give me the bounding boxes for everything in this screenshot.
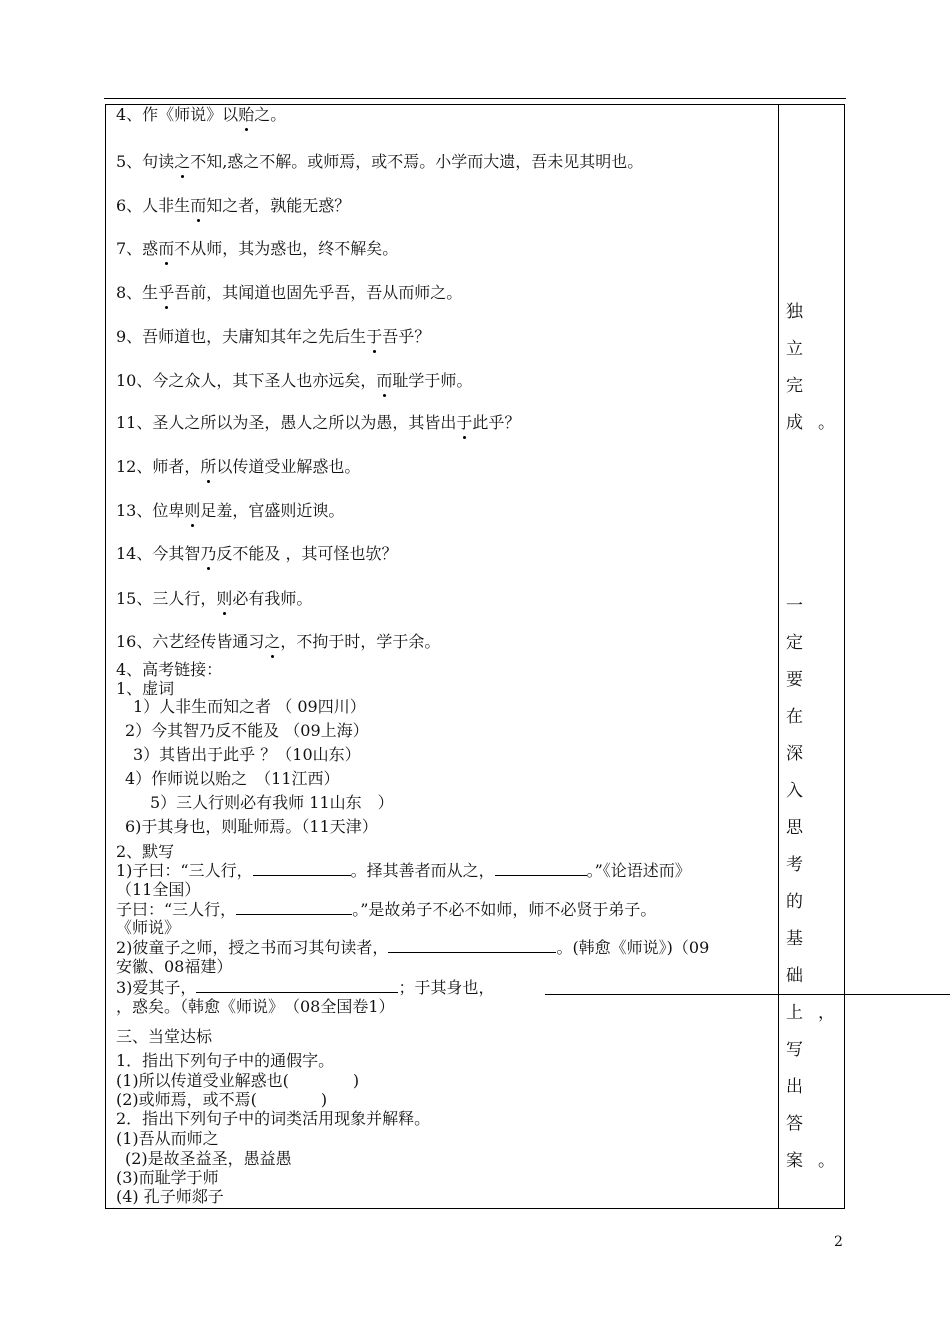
sentence-text: 6、人非生 <box>116 196 191 215</box>
practice-item: (1)所以传道受业解惑也( ) <box>116 1071 360 1090</box>
sentence-line <box>116 632 440 652</box>
dictation-line-5: ，惑矣。（韩愈《师说》 （08全国卷1） <box>116 997 395 1016</box>
dictation-source: 《师说》 <box>116 918 181 937</box>
column-divider <box>778 104 779 1209</box>
answer-blank[interactable] <box>388 938 556 953</box>
gaokao-item: 2）今其智乃反不能及 （09上海） <box>125 721 369 740</box>
sentence-text: 必有我师。 <box>232 589 313 608</box>
dictation-line-4: 3)爱其子， ；于其身也， <box>116 978 495 997</box>
sentence-text: 13、位卑 <box>116 501 185 520</box>
emphasis-dot-char: 乎 <box>158 283 175 302</box>
practice-question: 1．指出下列句子中的通假字。 <box>116 1051 335 1070</box>
gaokao-item: 3）其皆出于此乎 ？（10山东） <box>133 745 361 764</box>
dictation-source: （11全国） <box>116 880 201 899</box>
dictation-line-3: 2)彼童子之师，授之书而习其句读者， 。(韩愈《师说》)（09 <box>116 938 710 957</box>
side-note-think: 一定要在深入思考的基础上，写出答案。 <box>786 596 850 1171</box>
practice-item: (2)或师焉，或不焉( ) <box>116 1090 328 1109</box>
sentence-text: 此乎？ <box>472 413 521 432</box>
sentence-text: 7、惑 <box>116 239 159 258</box>
sentence-text: 4、作《师说》以 <box>116 105 239 124</box>
sentence-text: ，不拘于时，学于余。 <box>280 632 441 651</box>
sentence-line <box>116 239 398 259</box>
sentence-line <box>116 105 286 125</box>
sentence-text: 不知,惑之不解。或师焉，或不焉。小学而大遗，吾未见其明也。 <box>190 152 644 171</box>
emphasis-dot-char: 之 <box>264 632 281 651</box>
dictation-source: 安徽、08福建） <box>116 957 233 976</box>
emphasis-dot-char: 所 <box>200 457 217 476</box>
dictation-line-2: 子曰：“三人行， 。”是故弟子不必不如师，师不必贤于弟子。 <box>116 900 657 919</box>
emphasis-dot-char: 而 <box>158 239 175 258</box>
gaokao-heading: 4、高考链接： <box>116 660 223 679</box>
emphasis-dot-char: 而 <box>376 371 393 390</box>
emphasis-dot-char: 而 <box>190 196 207 215</box>
answer-blank[interactable] <box>196 978 398 993</box>
gaokao-item: 1）人非生而知之者 （ 09四川） <box>133 697 366 716</box>
practice-item: (2)是故圣益圣，愚益愚 <box>125 1149 292 1168</box>
gaokao-sub-moxie: 2、默写 <box>116 842 175 861</box>
sentence-line <box>116 152 643 172</box>
sentence-text: 耻学于师。 <box>392 371 473 390</box>
sentence-text: 知之者，孰能无惑？ <box>206 196 351 215</box>
sentence-text: 11、圣人之所以为圣，愚人之所以为愚，其皆出 <box>116 413 457 432</box>
emphasis-dot-char: 则 <box>216 589 233 608</box>
header-rule <box>104 98 846 99</box>
emphasis-dot-char: 贻 <box>238 105 255 124</box>
sentence-line <box>116 413 520 433</box>
sentence-text: 14、今其智 <box>116 544 201 563</box>
practice-item: (4) 孔子师郯子 <box>116 1187 224 1206</box>
sentence-text: 9、吾师道也，夫庸知其年之先后生 <box>116 327 367 346</box>
sentence-line <box>116 457 360 477</box>
emphasis-dot-char: 于 <box>366 327 383 346</box>
emphasis-dot-char: 乃 <box>200 544 217 563</box>
sentence-text: 8、生 <box>116 283 159 302</box>
sentence-text: 以传道受业解惑也。 <box>216 457 361 476</box>
answer-blank-long[interactable] <box>545 994 950 995</box>
sentence-line <box>116 196 350 216</box>
practice-item: (1)吾从而师之 <box>116 1129 219 1148</box>
answer-blank[interactable] <box>495 861 587 876</box>
practice-item: (3)而耻学于师 <box>116 1168 219 1187</box>
sentence-line <box>116 327 430 347</box>
practice-heading: 三、当堂达标 <box>116 1027 213 1046</box>
sentence-line <box>116 371 472 391</box>
answer-blank[interactable] <box>253 861 351 876</box>
sentence-text: 10、今之众人，其下圣人也亦远矣， <box>116 371 377 390</box>
sentence-text: 吾前，其闻道也固先乎吾，吾从而师之。 <box>174 283 463 302</box>
practice-question: 2．指出下列句子中的词类活用现象并解释。 <box>116 1109 431 1128</box>
sentence-line <box>116 501 344 521</box>
emphasis-dot-char: 于 <box>456 413 473 432</box>
emphasis-dot-char: 之 <box>174 152 191 171</box>
sentence-text: 反不能及 ，其可怪也欤？ <box>216 544 398 563</box>
sentence-text: 16、六艺经传皆通习 <box>116 632 265 651</box>
gaokao-item: 4）作师说以贻之 （11江西） <box>125 769 340 788</box>
sentence-text: 5、句读 <box>116 152 175 171</box>
sentence-text: 之。 <box>254 105 287 124</box>
sentence-text: 15、三人行， <box>116 589 217 608</box>
dictation-line-1: 1)子曰：“三人行， 。择其善者而从之， 。”《论语述而》 <box>116 861 691 880</box>
gaokao-sub-xuci: 1、虚词 <box>116 679 175 698</box>
answer-blank[interactable] <box>236 900 352 915</box>
sentence-line <box>116 589 312 609</box>
sentence-text: 12、师者， <box>116 457 201 476</box>
gaokao-item: 5）三人行则必有我师 11山东 ） <box>150 793 394 812</box>
sentence-line <box>116 283 462 303</box>
gaokao-item: 6)于其身也，则耻师焉。（11天津） <box>125 817 378 836</box>
sentence-text: 不从师，其为惑也，终不解矣。 <box>174 239 399 258</box>
page-number: 2 <box>834 1234 843 1250</box>
sentence-text: 足羞，官盛则近谀。 <box>200 501 345 520</box>
sentence-text: 吾乎？ <box>382 327 431 346</box>
table-frame <box>105 104 850 1209</box>
side-note-independent: 独立完成。 <box>786 302 850 433</box>
emphasis-dot-char: 则 <box>184 501 201 520</box>
sentence-line <box>116 544 397 564</box>
